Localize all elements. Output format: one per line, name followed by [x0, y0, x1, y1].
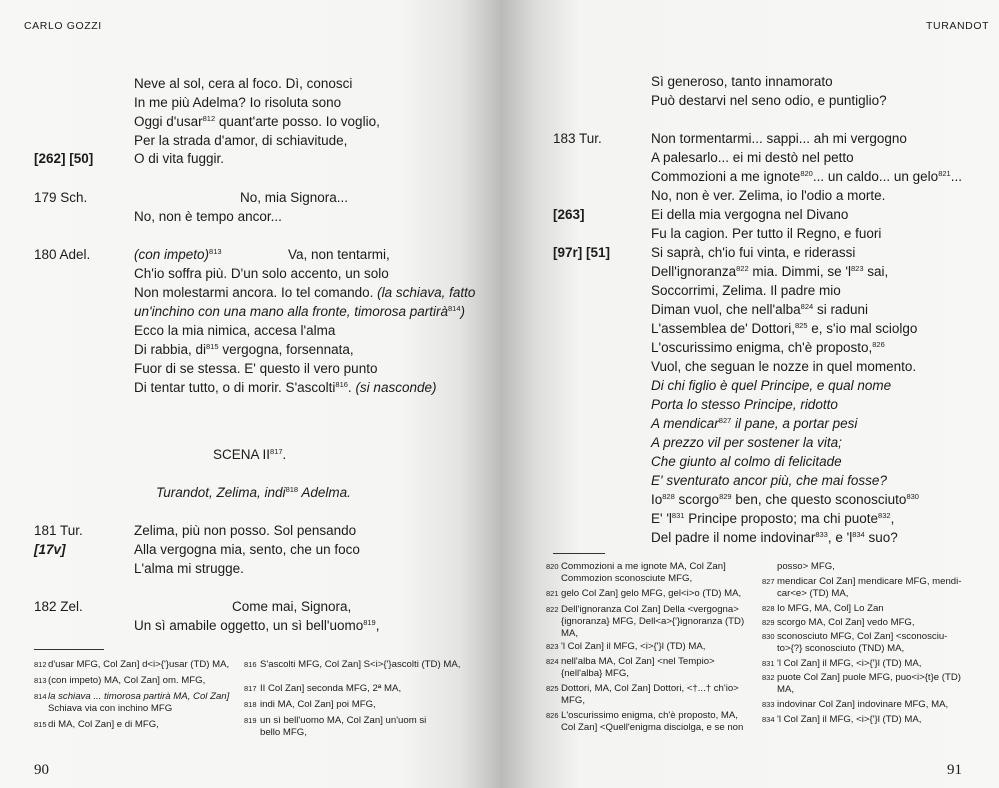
- footnote-rule: [34, 649, 104, 650]
- verse-line: Un sì amabile oggetto, un sì bell'uomo$^{819}$,: [134, 618, 380, 633]
- footnote-text: (con impeto) MA, Col Zan] om. MFG,: [48, 675, 206, 686]
- footnote-number: 820: [546, 562, 559, 571]
- footnote-number: 826: [546, 711, 559, 720]
- verse-line: Sì generoso, tanto innamorato: [651, 74, 833, 89]
- scene-heading: SCENA II$^{817}$.: [213, 447, 287, 462]
- footnote-number: 824: [546, 657, 559, 666]
- verse-line: Di tentar tutto, o di morir. S'ascolti$^{816}$. (si nasconde): [134, 380, 437, 395]
- footnote-number: 825: [546, 684, 559, 693]
- right-page: [500, 0, 999, 788]
- verse-line: No, non è tempo ancor...: [134, 209, 282, 224]
- footnote-number: 817: [244, 684, 257, 693]
- footnote-number: 827: [762, 577, 775, 586]
- footnote-number: 814: [34, 692, 47, 701]
- speaker-label: 179 Sch.: [34, 190, 88, 205]
- verse-line: Non molestarmi ancora. Io tel comando. (la schiava, fatto: [134, 285, 476, 300]
- footnote-text: car<e> (TD) MA,: [777, 588, 849, 599]
- verse-line: Soccorrimi, Zelima. Il padre mio: [651, 283, 841, 298]
- speaker-label: 180 Adel.: [34, 247, 91, 262]
- verse-line: Come mai, Signora,: [232, 599, 352, 614]
- footnote-text: Schiava via con inchino MFG: [48, 703, 173, 714]
- verse-line: O di vita fuggir.: [134, 151, 225, 166]
- verse-line: Ei della mia vergogna nel Divano: [651, 207, 849, 222]
- footnote-number: 829: [762, 618, 775, 627]
- footnote-number: 815: [34, 720, 47, 729]
- verse-line: Che giunto al colmo di felicitade: [651, 454, 842, 469]
- footnote-text: MFG,: [561, 695, 585, 706]
- folio-marker: [17v]: [34, 542, 66, 557]
- footnote-text: Col Zan] <Quell'enigma disciolga, e se non: [561, 722, 744, 733]
- footnote-text: bello MFG,: [260, 727, 307, 738]
- verse-line: Del padre il nome indovinar$^{833}$, e '$l^{834}$ suo?: [651, 530, 898, 545]
- verse-line: Di rabbia, $di^{815}$ vergogna, forsennata,: [134, 342, 354, 357]
- verse-line: Commozioni a me ignote$^{820}$... un caldo... un gelo$^{821}$...: [651, 169, 962, 184]
- footnote-number: 831: [762, 659, 775, 668]
- footnote-text: Commozion sconosciute MFG,: [561, 573, 693, 584]
- speaker-label: 183 Tur.: [553, 131, 602, 146]
- footnote-text: 'l Col Zan] il MFG, <i>{'}l (TD) MA,: [777, 658, 922, 669]
- verse-line: No, mia Signora...: [240, 190, 349, 205]
- footnote-text: 'l Col Zan] il MFG, <i>{'}l (TD) MA,: [777, 714, 922, 725]
- footnote-text: puote Col Zan] puole MFG, puo<i>{t}e (TD): [777, 672, 961, 683]
- folio-marker: [263]: [553, 207, 585, 222]
- footnote-text: MA,: [561, 628, 579, 639]
- footnote-text: gelo Col Zan] gelo MFG, gel<i>o (TD) MA,: [561, 588, 742, 599]
- footnote-text: di MA, Col Zan] e di MFG,: [48, 719, 159, 730]
- verse-line: Per la strada d'amor, di schiavitude,: [134, 133, 348, 148]
- footnote-text: posso> MFG,: [777, 561, 835, 572]
- verse-line: L'assemblea de' Dottori,$^{825}$ e, s'io mal sciolgo: [651, 321, 918, 336]
- footnote-text: indi MA, Col Zan] poi MFG,: [260, 699, 376, 710]
- verse-line: Zelima, più non posso. Sol pensando: [134, 523, 357, 538]
- speaker-label: 182 Zel.: [34, 599, 83, 614]
- footnote-number: 832: [762, 673, 775, 682]
- footnote-text: mendicar Col Zan] mendicare MFG, mendi-: [777, 576, 962, 587]
- page-number-right: 91: [947, 762, 962, 778]
- verse-line: Io$^{828}$ scorgo$^{829}$ ben, che questo sconosciuto$^{830}$: [651, 492, 919, 507]
- verse-line: Neve al sol, cera al foco. Dì, conosci: [134, 76, 353, 91]
- verse-line: Può destarvi nel seno odio, e puntiglio?: [651, 93, 887, 108]
- verse-line: Alla vergogna mia, sento, che un foco: [134, 542, 360, 557]
- verse-line: E' sventurato ancor più, che mai fosse?: [651, 473, 887, 488]
- footnote-text: to>{?} sconosciuto (TND) MA,: [777, 643, 905, 654]
- verse-line: A prezzo vil per sostener la vita;: [651, 435, 842, 450]
- footnote-text: la schiava ... timorosa partirà MA, Col Zan]: [48, 691, 230, 702]
- footnote-text: d'usar MFG, Col Zan] d<i>{'}usar (TD) MA,: [48, 659, 230, 670]
- folio-marker: [262] [50]: [34, 151, 94, 166]
- footnote-number: 828: [762, 604, 775, 613]
- folio-marker: [97r] [51]: [553, 245, 611, 260]
- footnote-number: 813: [34, 676, 47, 685]
- footnote-text: scorgo MA, Col Zan] vedo MFG,: [777, 617, 915, 628]
- footnote-text: Dell'ignoranza Col Zan] Della <vergogna>: [561, 604, 739, 615]
- running-header-left: CARLO GOZZI: [24, 20, 102, 32]
- footnote-number: 818: [244, 700, 257, 709]
- verse-line: Si saprà, ch'io fui vinta, e riderassi: [651, 245, 856, 260]
- footnote-number: 816: [244, 660, 257, 669]
- footnote-text: Commozioni a me ignote MA, Col Zan]: [561, 561, 726, 572]
- footnote-text: MA,: [777, 684, 795, 695]
- footnote-number: 821: [546, 589, 559, 598]
- verse-line: L'alma mi strugge.: [134, 561, 244, 576]
- footnote-number: 812: [34, 660, 47, 669]
- cast-list: Turandot, Zelima, indi$^{818}$ Adelma.: [156, 485, 351, 500]
- verse-line: Non tormentarmi... sappi... ah mi vergogno: [651, 131, 907, 146]
- footnote-text: sconosciuto MFG, Col Zan] <sconosciu-: [777, 631, 948, 642]
- footnote-text: Io MFG, MA, Col] Lo Zan: [777, 603, 884, 614]
- verse-line: Di chi figlio è quel Principe, e qual nome: [651, 378, 892, 393]
- footnote-number: 823: [546, 642, 559, 651]
- footnote-text: indovinar Col Zan] indovinare MFG, MA,: [777, 699, 949, 710]
- footnote-number: 819: [244, 716, 257, 725]
- footnote-text: {nell'alba} MFG,: [561, 668, 629, 679]
- verse-line: In me più Adelma? Io risoluta sono: [134, 95, 342, 110]
- verse-line: A mendicar$^{827}$ il pane, a portar pesi: [651, 416, 858, 431]
- footnote-rule: [553, 553, 605, 554]
- verse-line: Ch'io soffra più. D'un solo accento, un solo: [134, 266, 389, 281]
- footnote-text: L'oscurissimo enigma, ch'è proposto, MA,: [561, 710, 738, 721]
- footnote-text: 'l Col Zan] il MFG, <i>{'}l (TD) MA,: [561, 641, 706, 652]
- footnote-text: Dottori, MA, Col Zan] Dottori, <†...† ch'io>: [561, 683, 739, 694]
- verse-line: Va, non tentarmi,: [288, 247, 390, 262]
- footnote-number: 822: [546, 605, 559, 614]
- verse-line: Ecco la mia nimica, accesa l'alma: [134, 323, 336, 338]
- verse-line: Vuol, che seguan le nozze in quel momento.: [651, 359, 917, 374]
- footnote-text: S'ascolti MFG, Col Zan] S<i>{'}ascolti (TD) MA,: [260, 659, 461, 670]
- verse-line: L'oscurissimo enigma, ch'è proposto,$^{826}$: [651, 340, 885, 355]
- verse-line: E' '$l^{831}$ Principe proposto; ma chi puote$^{832}$,: [651, 511, 895, 526]
- running-header-right: TURANDOT: [926, 20, 990, 32]
- footnote-text: II Col Zan] seconda MFG, 2ª MA,: [260, 683, 402, 694]
- verse-line: Porta lo stesso Principe, ridotto: [651, 397, 838, 412]
- verse-line: (con impeto)$^{813}$: [134, 247, 222, 262]
- verse-line: Diman vuol, che nell'alba$^{824}$ si raduni: [651, 302, 868, 317]
- footnote-number: 830: [762, 632, 775, 641]
- verse-line: No, non è ver. Zelima, io l'odio a morte.: [651, 188, 886, 203]
- footnote-number: 833: [762, 700, 775, 709]
- footnote-text: un sì bell'uomo MA, Col Zan] un'uom si: [260, 715, 427, 726]
- verse-line: Oggi d'usar$^{812}$ quant'arte posso. Io voglio,: [134, 114, 380, 129]
- verse-line: Dell'ignoranza$^{822}$ mia. Dimmi, se '$l^{823}$ sai,: [651, 264, 889, 279]
- footnote-number: 834: [762, 715, 775, 724]
- stage-direction: un'inchino con una mano alla fronte, timorosa partirà$^{814}$): [134, 304, 466, 319]
- footnote-text: {ignoranza} MFG, Dell<a>{'}ignoranza (TD): [561, 616, 745, 627]
- verse-line: Fuor di se stessa. E' questo il vero punto: [134, 361, 378, 376]
- verse-line: Fu la cagion. Per tutto il Regno, e fuori: [651, 226, 882, 241]
- verse-line: A palesarlo... ei mi destò nel petto: [651, 150, 854, 165]
- footnote-text: nell'alba MA, Col Zan] <nel Tempio>: [561, 656, 715, 667]
- speaker-label: 181 Tur.: [34, 523, 83, 538]
- page-number-left: 90: [34, 762, 49, 778]
